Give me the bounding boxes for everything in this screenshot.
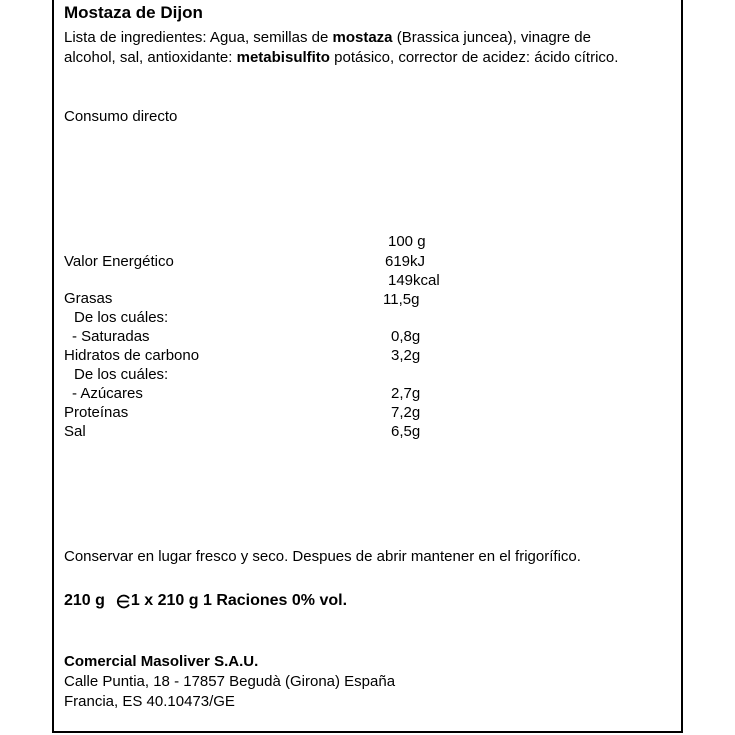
nutrition-row-label: De los cuáles: [74,366,169,383]
net-weight: 210 g [64,592,105,609]
portions-info: 1 x 210 g 1 Raciones 0% vol. [130,592,348,609]
nutrition-row-value: 6,5g [391,423,421,440]
company-address-line2: Francia, ES 40.10473/GE [64,693,235,710]
product-title: Mostaza de Dijon [64,3,203,22]
energy-kj: 619kJ [385,253,426,270]
ingredients-middle: (Brassica juncea), vinagre de alcohol, sal, antioxidante: [64,29,591,66]
nutrition-row-label: Proteínas [64,404,129,421]
usage-note: Consumo directo [64,108,178,125]
company-name: Comercial Masoliver S.A.U. [64,653,259,670]
storage-instructions: Conservar en lugar fresco y seco. Despues de abrir mantener en el frigorífico. [64,548,581,565]
nutrition-row-value: 2,7g [391,385,421,402]
nutrition-row-value: 7,2g [391,404,421,421]
nutrition-row-label: - Saturadas [72,328,150,345]
nutrition-row-label: De los cuáles: [74,309,169,326]
energy-label: Valor Energético [64,253,174,270]
nutrition-row-label: Sal [64,423,86,440]
nutrition-header: 100 g [388,233,426,250]
company-address-line1: Calle Puntia, 18 - 17857 Begudà (Girona) España [64,673,396,690]
ingredients-allergen-sulphite: metabisulfito [236,48,330,66]
ingredients-allergen-mustard: mostaza [332,29,393,46]
nutrition-row-value: 0,8g [391,328,421,345]
nutrition-row-label: Hidratos de carbono [64,347,200,364]
nutrition-row-label: Grasas [64,290,113,307]
nutrition-row-value: 3,2g [391,347,421,364]
nutrition-row-value: 11,5g [383,291,420,308]
ingredients-prefix: Lista de ingredientes: Agua, semillas de [64,29,333,46]
nutrition-row-label: - Azúcares [72,385,143,402]
portions-line [64,591,347,610]
ingredients-suffix: potásico, corrector de acidez: ácido cítrico. [329,48,619,66]
ingredients-list [64,28,624,67]
estimated-sign-icon [116,594,131,609]
energy-kcal: 149kcal [388,272,440,289]
